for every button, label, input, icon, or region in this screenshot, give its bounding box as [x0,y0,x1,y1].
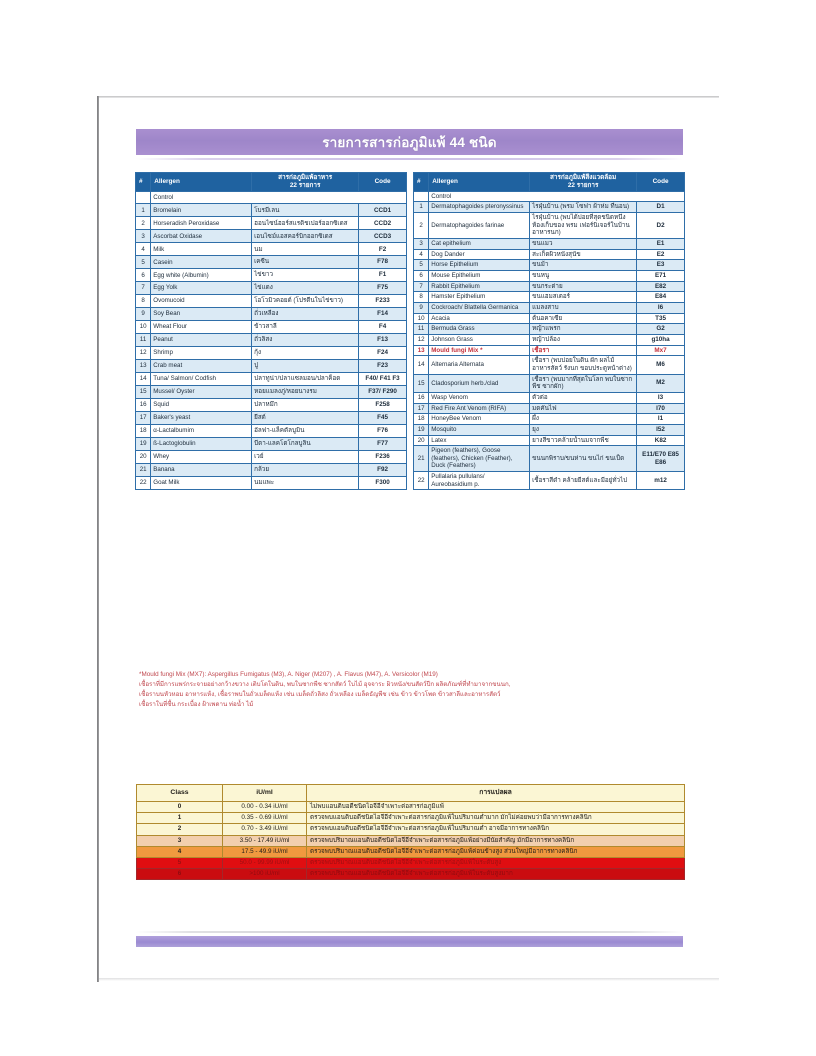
food-allergen-table [135,172,407,490]
class-interpretation: ตรวจพบปริมาณแอนติบอดีชนิดไอจีอีจำเพาะต่อสารก่อภูมิแพ้ในระดับสูง [307,857,685,868]
row-number: 18 [414,414,429,425]
table-row [136,450,407,463]
footnote-line: เชื้อราที่มีการแพร่กระจายอย่างกว้างขวาง เติบโตในดิน, พบในซากพืช ซากสัตว์ ใบไม้ อุจจาระ ผิวหนัง/ขนสัตว์ปีก ผลิตภัณฑ์ที่ทำมาจากขนนก, [139,681,511,689]
class-interpretation: ตรวจพบปริมาณแอนติบอดีชนิดไอจีอีจำเพาะต่อสารก่อภูมิแพ้อย่างมีนัยสำคัญ มักมีอาการทางคลินิก [307,835,685,846]
table-row [136,256,407,269]
row-code: F77 [359,437,407,450]
row-code: E82 [637,281,685,292]
row-thai-name: ถั่วเหลือง [252,308,359,321]
footnote-line: เชื้อราในที่ชื้น กระเบื้อง ฝ้าเพดาน ท่อน้ำ ไม้ [139,701,254,709]
row-number: 19 [414,424,429,435]
class-level: 1 [137,813,223,824]
row-number: 5 [414,260,429,271]
class-level: 4 [137,846,223,857]
row-code: F78 [359,256,407,269]
row-allergen-name: Wheat Flour [151,321,252,334]
class-level: 5 [137,857,223,868]
header-thai-category [530,173,637,192]
row-thai-name: เชื้อรา (พบบ่อยในดิน ผัก ผลไม้ อาหารสัตว์ รังนก ขอบประตูหน้าต่าง) [530,356,637,374]
row-thai-name: เชื้อรา (พบมากที่สุดในโลก พบในซากพืช ซากผัก) [530,374,637,392]
row-number: 15 [414,374,429,392]
row-allergen-name: Cat epithelium [429,238,530,249]
table-row [136,243,407,256]
row-code: CCD3 [359,230,407,243]
class-iu-range: 0.70 - 3.49 iU/ml [223,824,307,835]
row-number: 18 [136,424,151,437]
row-thai-name: บีตา-แลคโตโกลบูลิน [252,437,359,450]
row-number: 20 [414,435,429,446]
table-row [414,392,685,403]
header-thai-line2: 22 รายการ [567,181,599,189]
row-number: 11 [414,324,429,335]
row-number: 6 [414,270,429,281]
row-number: 8 [414,292,429,303]
control-label: Control [429,191,685,202]
row-number: 16 [414,392,429,403]
row-thai-name: ฮอนไซน์ฮอร์สแรดิชเปอร์ออกซิเดส [252,217,359,230]
row-code: F13 [359,334,407,347]
row-allergen-name: Squid [151,399,252,412]
title-underline [136,158,683,160]
row-allergen-name: Pigeon (feathers), Goose (feathers), Chicken (Feather), Duck (Feathers) [429,446,530,472]
row-thai-name: ขนแมว [530,238,637,249]
row-number: 6 [136,269,151,282]
row-allergen-name: Pullalaria pullulans/ Aureobasidium p. [429,472,530,490]
row-thai-name: กล้วย [252,463,359,476]
row-code: D1 [637,202,685,213]
row-code: E1 [637,238,685,249]
class-iu-range: 17.5 - 49.9 iU/ml [223,846,307,857]
row-code: F14 [359,308,407,321]
document-sheet [99,98,719,978]
row-thai-name: นม [252,243,359,256]
row-number: 12 [414,334,429,345]
class-row [137,835,685,846]
row-thai-name: เวย์ [252,450,359,463]
class-row [137,846,685,857]
table-row [136,230,407,243]
row-code: I52 [637,424,685,435]
row-thai-name: สะเก็ดผิวหนังสุนัข [530,249,637,260]
row-code: Mx7 [637,345,685,356]
row-thai-name: ไข่ขาว [252,269,359,282]
row-number: 20 [136,450,151,463]
row-thai-name: ขนกระต่าย [530,281,637,292]
table-row [414,356,685,374]
row-code: E71 [637,270,685,281]
mould-fungi-footnote [139,670,679,710]
row-code: F236 [359,450,407,463]
row-number: 21 [414,446,429,472]
table-row [414,374,685,392]
class-level: 6 [137,869,223,880]
title-banner [136,129,683,160]
class-interpretation: ตรวจพบแอนติบอดีชนิดไอจีอีจำเพาะต่อสารก่อภูมิแพ้ในปริมาณต่ำมาก มักไม่ค่อยพบว่ามีอาการทางคลินิก [307,813,685,824]
row-allergen-name: Mosquito [429,424,530,435]
row-code: T35 [637,313,685,324]
class-row [137,802,685,813]
table-row [136,386,407,399]
table-row [414,302,685,313]
row-allergen-name: Bermuda Grass [429,324,530,335]
row-allergen-name: Rabbit Epithelium [429,281,530,292]
row-number: 17 [136,411,151,424]
table-row [136,373,407,386]
row-allergen-name: Johnson Grass [429,334,530,345]
row-number: 12 [136,347,151,360]
table-row [136,204,407,217]
row-thai-name: โอโวมิวคอยด์ (โปรตีนในไข่ขาว) [252,295,359,308]
table-row [414,414,685,425]
footer-rule [136,931,683,933]
row-code: I70 [637,403,685,414]
row-number: 7 [414,281,429,292]
row-number: 2 [414,212,429,238]
table-row [414,446,685,472]
row-thai-name: โบรมีเลน [252,204,359,217]
row-number: 10 [414,313,429,324]
row-code: F45 [359,411,407,424]
table-row [136,282,407,295]
row-code: CCD2 [359,217,407,230]
class-interpretation: ตรวจพบปริมาณแอนติบอดีชนิดไอจีอีจำเพาะต่อสารก่อภูมิแพ้ค่อนข้างสูง ส่วนใหญ่มีอาการทางคลินิก [307,846,685,857]
row-code: D2 [637,212,685,238]
row-code: g10ha [637,334,685,345]
table-row [136,399,407,412]
table-row [136,321,407,334]
row-allergen-name: Ascorbat Oxidase [151,230,252,243]
header-iu: iU/ml [223,785,307,802]
row-number: 19 [136,437,151,450]
interpretation-table-wrap [136,784,685,880]
control-number [414,191,429,202]
control-label: Control [151,191,407,204]
table-row [136,437,407,450]
row-thai-name: ปลาทูน่า/ปลาแซลมอน/ปลาค็อด [252,373,359,386]
page-edge-bottom [99,978,719,981]
table-row [136,424,407,437]
class-iu-range: 3.50 - 17.49 iU/ml [223,835,307,846]
row-code: F233 [359,295,407,308]
row-allergen-name: Baker's yeast [151,411,252,424]
row-code: K82 [637,435,685,446]
row-allergen-name: Casein [151,256,252,269]
row-allergen-name: Mould fungi Mix * [429,345,530,356]
row-allergen-name: Mouse Epithelium [429,270,530,281]
row-thai-name: ไข่แดง [252,282,359,295]
row-code: CCD1 [359,204,407,217]
row-code: M2 [637,374,685,392]
row-thai-name: ข้าวสาลี [252,321,359,334]
row-code: F23 [359,360,407,373]
row-code: F300 [359,476,407,489]
class-interpretation-table [136,784,685,880]
row-thai-name: ยีสต์ [252,411,359,424]
row-thai-name: ขนแฮมสเตอร์ [530,292,637,303]
row-number: 13 [414,345,429,356]
row-allergen-name: Tuna/ Salmon/ Codfish [151,373,252,386]
class-interpretation: ตรวจพบแอนติบอดีชนิดไอจีอีจำเพาะต่อสารก่อภูมิแพ้ในปริมาณต่ำ อาจมีอาการทางคลินิก [307,824,685,835]
row-number: 15 [136,386,151,399]
row-thai-name: ไรฝุ่นบ้าน (พรม โซฟา ผ้าห่ม ที่นอน) [530,202,637,213]
row-allergen-name: Banana [151,463,252,476]
row-allergen-name: Milk [151,243,252,256]
food-allergen-body [136,191,407,490]
table-row [136,334,407,347]
row-code: F258 [359,399,407,412]
table-row [414,435,685,446]
row-allergen-name: ß-Lactoglobulin [151,437,252,450]
header-interpretation: การแปลผล [307,785,685,802]
row-number: 16 [136,399,151,412]
row-number: 2 [136,217,151,230]
row-number: 5 [136,256,151,269]
class-level: 0 [137,802,223,813]
row-allergen-name: Acacia [429,313,530,324]
row-allergen-name: Alternaria Alternata [429,356,530,374]
row-thai-name: ขนหนู [530,270,637,281]
row-number: 4 [414,249,429,260]
row-number: 17 [414,403,429,414]
table-row [414,281,685,292]
row-code: F4 [359,321,407,334]
table-row [414,212,685,238]
row-thai-name: เคซีน [252,256,359,269]
footnote-line: *Mould fungi Mix (MX7): Aspergillus Fumigatus (M3), A. Niger (M207) , A. Flavus (M47), A. Versicolor (M19) [139,671,438,678]
header-number: # [136,173,151,192]
class-level: 2 [137,824,223,835]
row-code: F2 [359,243,407,256]
row-number: 22 [414,472,429,490]
row-thai-name: หญ้าปล้อง [530,334,637,345]
row-thai-name: หอยแมลงภู่/หอยนางรม [252,386,359,399]
header-code: Code [637,173,685,192]
table-row [414,292,685,303]
row-allergen-name: Whey [151,450,252,463]
row-code: I1 [637,414,685,425]
table-row [136,411,407,424]
row-code: F1 [359,269,407,282]
table-row [414,270,685,281]
class-interpretation: ไม่พบแอนติบอดีชนิดไอจีอีจำเพาะต่อสารก่อภูมิแพ้ [307,802,685,813]
table-row [414,249,685,260]
table-row [414,313,685,324]
header-allergen: Allergen [429,173,530,192]
row-allergen-name: Latex [429,435,530,446]
row-allergen-name: α-Lactalbumim [151,424,252,437]
class-iu-range: >100 iU/ml [223,869,307,880]
table-row [136,295,407,308]
row-code: E84 [637,292,685,303]
table-row [136,269,407,282]
row-code: M6 [637,356,685,374]
footnote-line: เชื้อราบนหัวหอม อาหารแห้ง, เชื้อราพบในถั่วเมล็ดแห้ง เช่น เมล็ดถั่วลิสง ถั่วเหลือง เมล็ดธัญพืช เช่น ข้าว ข้าวโพด ข้าวสาลีและอาหารสัตว์ [139,691,501,699]
row-number: 9 [414,302,429,313]
row-thai-name: ยางสีขาวคล้ายน้ำนมจากพืช [530,435,637,446]
row-code: F40/ F41 F3 [359,373,407,386]
row-allergen-name: Cladosporium herb./clad [429,374,530,392]
class-level: 3 [137,835,223,846]
row-number: 3 [414,238,429,249]
header-thai-category [252,173,359,192]
row-allergen-name: Crab meat [151,360,252,373]
row-allergen-name: HoneyBee Venom [429,414,530,425]
class-row [137,824,685,835]
row-number: 8 [136,295,151,308]
row-thai-name: ถั่วลิสง [252,334,359,347]
row-allergen-name: Goat Milk [151,476,252,489]
header-number: # [414,173,429,192]
row-thai-name: เชื้อรา [530,345,637,356]
row-allergen-name: Wasp Venom [429,392,530,403]
table-row [136,360,407,373]
row-thai-name: ปลาหมึก [252,399,359,412]
control-number [136,191,151,204]
row-code: E3 [637,260,685,271]
table-row [414,424,685,435]
page-title: รายการสารก่อภูมิแพ้ 44 ชนิด [322,135,497,150]
row-code: m12 [637,472,685,490]
row-allergen-name: Ovomucoid [151,295,252,308]
row-thai-name: ต้นอคาเซีย [530,313,637,324]
row-allergen-name: Cockroach/ Blattella Germanica [429,302,530,313]
row-number: 14 [414,356,429,374]
row-code: F76 [359,424,407,437]
table-row [136,347,407,360]
row-allergen-name: Egg Yolk [151,282,252,295]
class-row [137,813,685,824]
class-interpretation: ตรวจพบปริมาณแอนติบอดีชนิดไอจีอีจำเพาะต่อสารก่อภูมิแพ้ในระดับสูงมาก [307,869,685,880]
table-row [136,463,407,476]
row-code: I3 [637,392,685,403]
row-number: 11 [136,334,151,347]
row-allergen-name: Red Fire Ant Venom (RIFA) [429,403,530,414]
row-thai-name: นมแพะ [252,476,359,489]
row-thai-name: ไรฝุ่นบ้าน (พบได้บ่อยที่สุดชนิดหนึ่ง ห้องเก็บของ พรม เฟอร์นิเจอร์ในบ้าน อาหารนก) [530,212,637,238]
table-row [414,345,685,356]
row-code: E11/E70 E85 E86 [637,446,685,472]
row-number: 10 [136,321,151,334]
row-number: 14 [136,373,151,386]
row-code: F37/ F290 [359,386,407,399]
table-row [136,308,407,321]
row-code: G2 [637,324,685,335]
row-thai-name: ปู [252,360,359,373]
row-thai-name: หญ้าแพรก [530,324,637,335]
table-row [414,260,685,271]
row-number: 21 [136,463,151,476]
table-row [414,472,685,490]
row-code: I6 [637,302,685,313]
header-class: Class [137,785,223,802]
class-iu-range: 50.0 - 99.99 iU/ml [223,857,307,868]
row-thai-name: กุ้ง [252,347,359,360]
class-iu-range: 0.00 - 0.34 iU/ml [223,802,307,813]
class-header-row [137,785,685,802]
table-row [136,217,407,230]
class-row [137,857,685,868]
row-allergen-name: Peanut [151,334,252,347]
row-number: 3 [136,230,151,243]
row-code: F75 [359,282,407,295]
footer-band [136,936,683,947]
header-thai-line1: สารก่อภูมิแพ้อาหาร [278,174,333,181]
allergen-tables [135,172,685,490]
row-allergen-name: Hamster Epithelium [429,292,530,303]
row-allergen-name: Dermatophagoides farinae [429,212,530,238]
row-allergen-name: Horse Epithelium [429,260,530,271]
row-number: 1 [136,204,151,217]
row-allergen-name: Bromelain [151,204,252,217]
header-thai-line2: 22 รายการ [289,181,321,189]
row-code: E2 [637,249,685,260]
table-row [414,238,685,249]
row-code: F92 [359,463,407,476]
table-row [414,403,685,414]
row-thai-name: ยุง [530,424,637,435]
row-number: 22 [136,476,151,489]
class-row [137,869,685,880]
table-row [414,202,685,213]
row-thai-name: เอนไซม์แอสคอร์บิกออกซิเดส [252,230,359,243]
class-table-body [137,802,685,880]
table-row [136,476,407,489]
environment-allergen-body [414,191,685,490]
row-allergen-name: Horseradish Peroxidase [151,217,252,230]
row-allergen-name: Mussel/ Oyster [151,386,252,399]
row-thai-name: มดคันไฟ [530,403,637,414]
row-thai-name: อัลฟา-แล็คตัลบูมิน [252,424,359,437]
table-row [414,324,685,335]
row-thai-name: ตัวต่อ [530,392,637,403]
row-thai-name: ผึ้ง [530,414,637,425]
row-allergen-name: Soy Bean [151,308,252,321]
row-allergen-name: Dog Dander [429,249,530,260]
class-iu-range: 0.35 - 0.69 iU/ml [223,813,307,824]
row-number: 4 [136,243,151,256]
table-row [414,334,685,345]
row-allergen-name: Egg white (Albumin) [151,269,252,282]
control-row [414,191,685,202]
table-header-row [136,173,407,192]
row-number: 1 [414,202,429,213]
row-thai-name: ขนนกพิราบ/ขนห่าน ขนไก่ ขนเป็ด [530,446,637,472]
environment-allergen-table [413,172,685,490]
control-row [136,191,407,204]
row-number: 13 [136,360,151,373]
row-number: 9 [136,308,151,321]
row-allergen-name: Dermatophagoides pteronyssinus [429,202,530,213]
row-thai-name: ขนม้า [530,260,637,271]
header-code: Code [359,173,407,192]
header-allergen: Allergen [151,173,252,192]
table-header-row [414,173,685,192]
row-thai-name: เชื้อราสีดำ คล้ายยีสต์และมีอยู่ทั่วไป [530,472,637,490]
row-thai-name: แมลงสาบ [530,302,637,313]
header-thai-line1: สารก่อภูมิแพ้สิ่งแวดล้อม [550,174,617,181]
row-number: 7 [136,282,151,295]
row-code: F24 [359,347,407,360]
row-allergen-name: Shrimp [151,347,252,360]
